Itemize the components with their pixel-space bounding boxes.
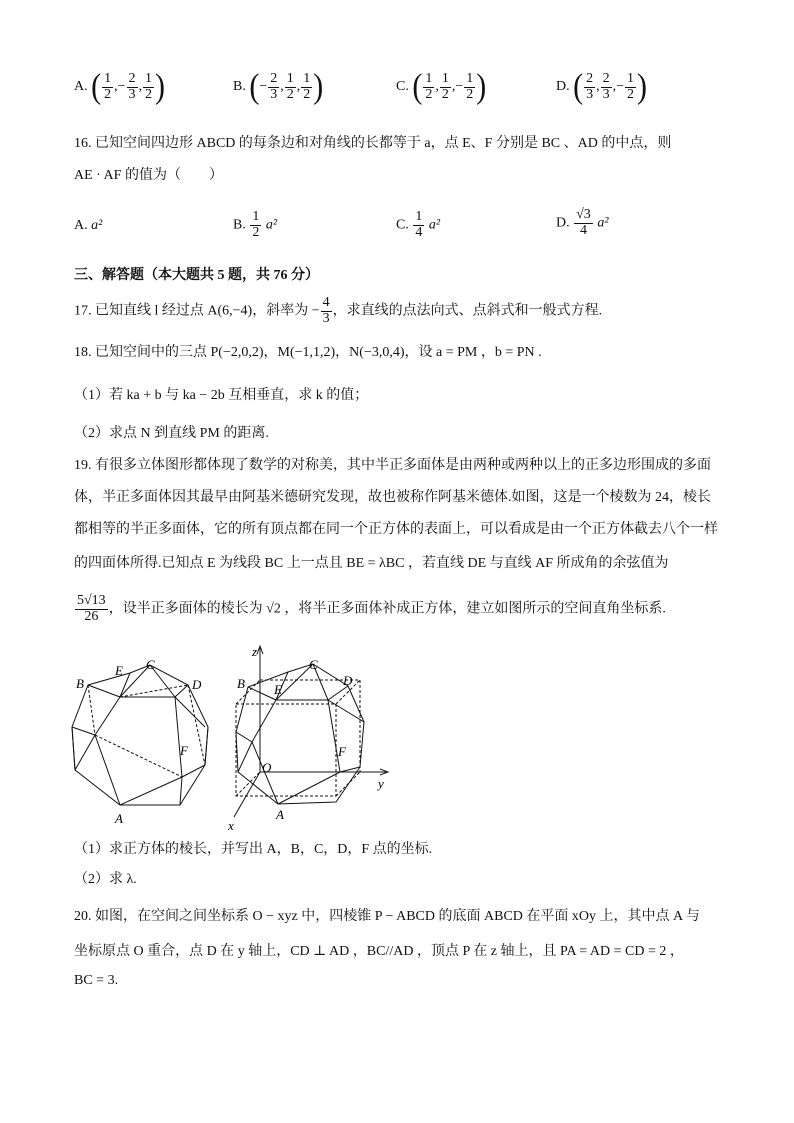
q16-option-c: C. $\frac{1}{4}$ a² [396, 209, 441, 240]
label-c: C [146, 657, 155, 672]
q18-text: 18. 已知空间中的三点 P(−2,0,2)，M(−1,1,2)，N(−3,0,4)，设 a = PM ，b = PN . [74, 345, 542, 360]
q19-sub1: （1）求正方体的棱长，并写出 A，B，C，D，F 点的坐标. [74, 842, 433, 857]
label-e2: E [274, 682, 282, 697]
section-heading: 三、解答题（本大题共 5 题，共 76 分） [74, 268, 319, 283]
q19-line2: 体，半正多面体因其最早由阿基米德研究发现，故也被称作阿基米德体.如图，这是一个棱数为 24，棱长 [74, 490, 711, 505]
option-label: B. [233, 79, 246, 95]
q15-option-b: B. (− $\frac{2}{3}$ , $\frac{1}{2}$ , $\frac{1}{2}$ ) [233, 67, 324, 106]
q19-line3: 都相等的半正多面体，它的所有顶点都在同一个正方体的表面上，可以看成是由一个正方体截去八个一样 [74, 522, 718, 537]
label-a: A [115, 811, 123, 826]
q15-option-d: D. ( $\frac{2}{3}$ , $\frac{2}{3}$ ,− $\frac{1}{2}$ ) [556, 67, 648, 106]
axis-label-y: y [378, 776, 384, 791]
label-c2: C [309, 657, 318, 672]
q19-line1: 19. 有很多立体图形都体现了数学的对称美，其中半正多面体是由两种或两种以上的正多边形围成的多面 [74, 458, 711, 473]
option-label: D. [556, 79, 570, 95]
q16-text-line2: AE · AF 的值为（ ） [74, 168, 223, 183]
q17-text: 17. 已知直线 l 经过点 A(6,−4)，斜率为 − $\frac{4}{3}$ ，求直线的点法向式、点斜式和一般式方程. [74, 295, 603, 326]
q16-option-b: B. $\frac{1}{2}$ a² [233, 209, 278, 240]
q16-text-line1: 16. 已知空间四边形 ABCD 的每条边和对角线的长都等于 a，点 E、F 分别是 BC 、AD 的中点，则 [74, 136, 672, 151]
q20-line3: BC = 3. [74, 973, 119, 988]
q16-option-a: A. a² [74, 218, 103, 233]
q19-line4: 的四面体所得.已知点 E 为线段 BC 上一点且 BE = λBC ，若直线 DE 与直线 AF 所成角的余弦值为 [74, 556, 669, 571]
q19-sub2: （2）求 λ. [74, 872, 137, 887]
q19-line5: $\frac{5√13}{26}$ ，设半正多面体的棱长为 √2 ，将半正多面体补成正方体，建立如图所示的空间直角坐标系. [77, 593, 666, 624]
q20-line1: 20. 如图，在空间之间坐标系 O − xyz 中，四棱锥 P − ABCD 的底面 ABCD 在平面 xOy 上，其中点 A 与 [74, 909, 700, 924]
label-d: D [192, 677, 202, 692]
q15-option-a: A. ( $\frac{1}{2}$ ,− $\frac{2}{3}$ , $\frac{1}{2}$ ) [74, 67, 166, 106]
axis-label-x: x [228, 818, 234, 832]
label-b2: B [237, 676, 245, 691]
option-label: C. [396, 79, 409, 95]
q18-sub2: （2）求点 N 到直线 PM 的距离. [74, 426, 269, 441]
label-b: B [76, 676, 84, 691]
q20-line2: 坐标原点 O 重合，点 D 在 y 轴上，CD ⊥ AD ，BC//AD ，顶点 P 在 z 轴上，且 PA = AD = CD = 2 ， [74, 944, 684, 959]
q15-option-c: C. ( $\frac{1}{2}$ , $\frac{1}{2}$ ,− $\frac{1}{2}$ ) [396, 67, 487, 106]
label-f2: F [338, 744, 346, 759]
label-o: O [262, 760, 272, 775]
option-label: A. [74, 79, 88, 95]
cosine-fraction: $\frac{5√13}{26}$ [77, 593, 106, 624]
label-a2: A [276, 807, 284, 822]
q16-option-d: D. $\frac{√3}{4}$ a² [556, 207, 609, 238]
label-e: E [115, 663, 123, 678]
polyhedron-figure [60, 655, 225, 835]
axis-label-z: z [252, 644, 258, 659]
label-d2: D [343, 673, 353, 688]
q18-sub1: （1）若 ka + b 与 ka − 2b 互相垂直，求 k 的值； [74, 388, 369, 403]
label-f: F [180, 743, 188, 758]
cube-coordinate-figure [228, 642, 398, 832]
